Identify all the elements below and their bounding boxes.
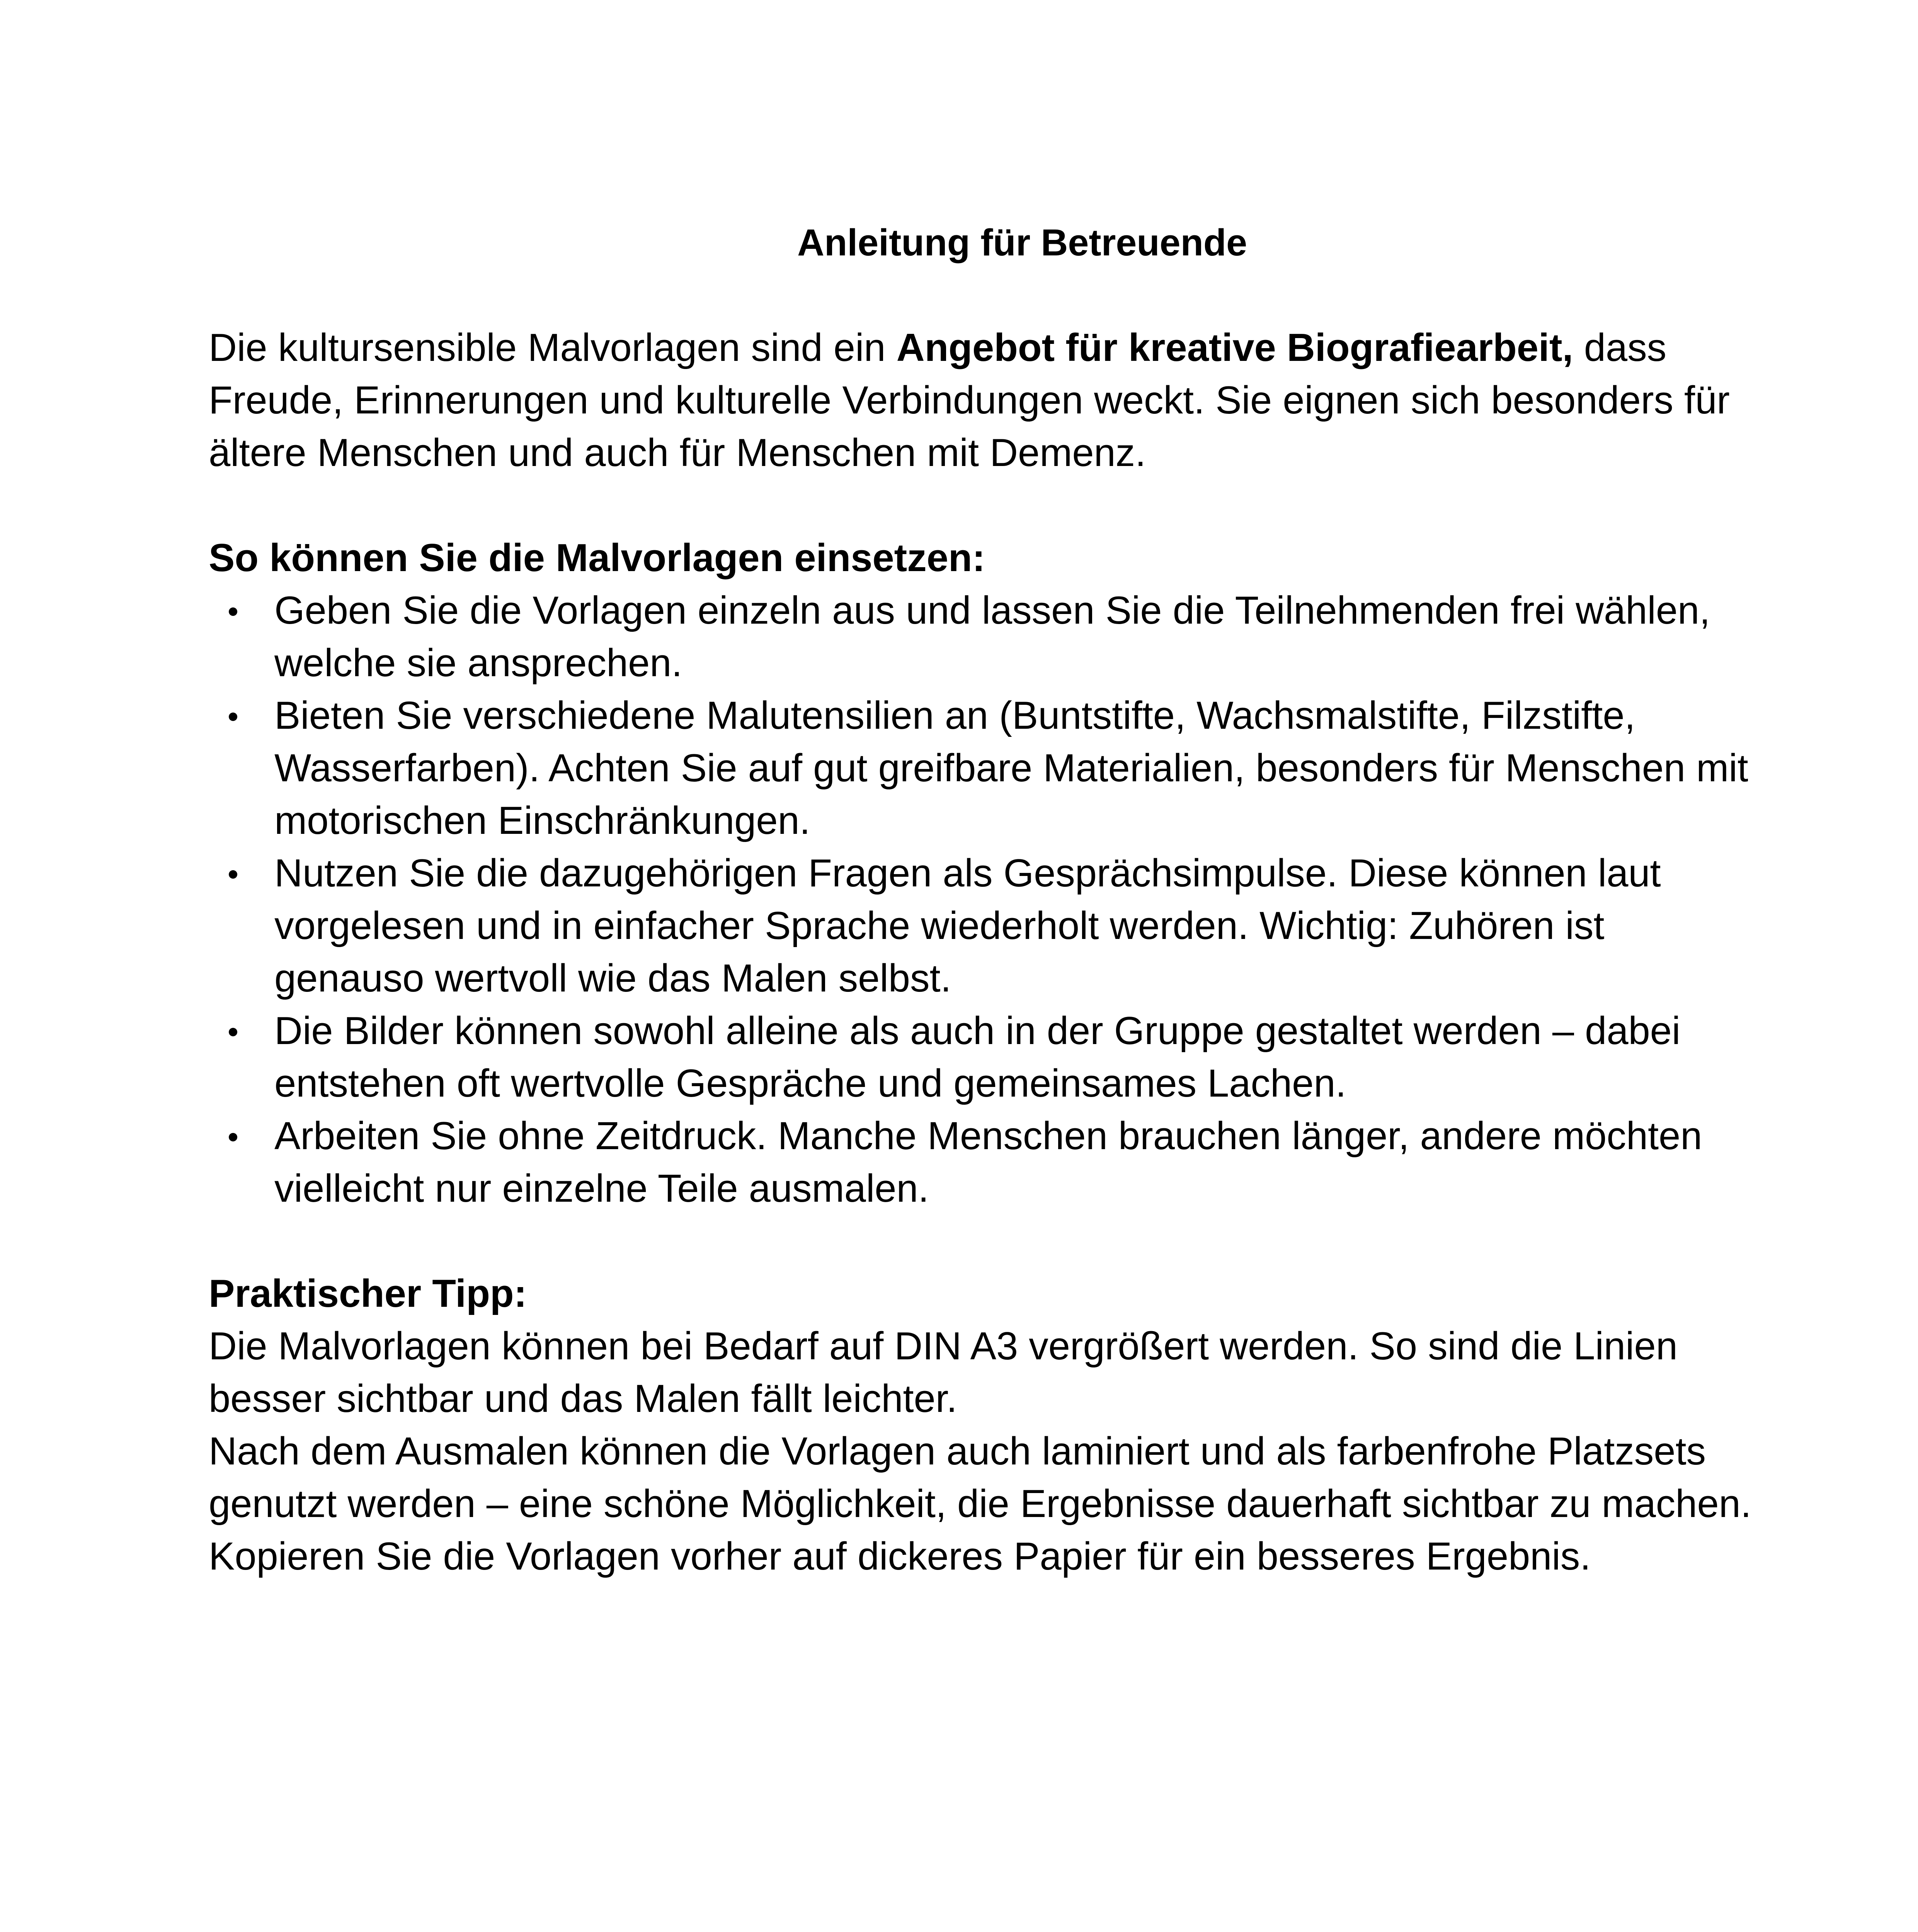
document-page	[209, 216, 1758, 1583]
page-title: Anleitung für Betreuende	[797, 221, 1247, 264]
list-item: Geben Sie die Vorlagen einzeln aus und lassen Sie die Teilnehmenden frei wählen, welche sie ansprechen.	[274, 584, 1758, 689]
usage-heading: So können Sie die Malvorlagen einsetzen:	[209, 536, 985, 580]
list-item: Bieten Sie verschiedene Malutensilien an (Buntstifte, Wachsmalstifte, Filzstifte, Wasserfarben). Achten Sie auf gut greifbare Materialien, besonders für Menschen mit motorischen Einschränkungen.	[274, 689, 1758, 847]
list-item: Nutzen Sie die dazugehörigen Fragen als Gesprächsimpulse. Diese können laut vorgelesen und in einfacher Sprache wiederholt werden. Wichtig: Zuhören ist genauso wertvoll wie das Malen selbst.	[274, 847, 1758, 1005]
intro-text-end: dass Freude, Erinnerungen und kulturelle Verbindungen weckt. Sie eignen sich besonders für ältere Menschen und auch für Menschen mit Demenz.	[209, 326, 1730, 474]
tip-paragraph: Nach dem Ausmalen können die Vorlagen auch laminiert und als farbenfrohe Platzsets genutzt werden – eine schöne Möglichkeit, die Ergebnisse dauerhaft sichtbar zu machen.	[209, 1430, 1751, 1526]
usage-list	[209, 584, 1758, 1215]
list-item: Die Bilder können sowohl alleine als auch in der Gruppe gestaltet werden – dabei entstehen oft wertvolle Gespräche und gemeinsames Lachen.	[274, 1005, 1758, 1110]
list-item: Arbeiten Sie ohne Zeitdruck. Manche Menschen brauchen länger, andere möchten vielleicht nur einzelne Teile ausmalen.	[274, 1110, 1758, 1215]
tip-paragraph: Kopieren Sie die Vorlagen vorher auf dickeres Papier für ein besseres Ergebnis.	[209, 1535, 1591, 1578]
tip-paragraph: Die Malvorlagen können bei Bedarf auf DIN A3 vergrößert werden. So sind die Linien besser sichtbar und das Malen fällt leichter.	[209, 1325, 1678, 1420]
intro-text-start: Die kultursensible Malvorlagen sind ein	[209, 326, 897, 369]
intro-paragraph	[209, 321, 1758, 479]
tip-heading: Praktischer Tipp:	[209, 1272, 527, 1315]
intro-bold-text: Angebot für kreative Biografiearbeit,	[896, 326, 1573, 369]
